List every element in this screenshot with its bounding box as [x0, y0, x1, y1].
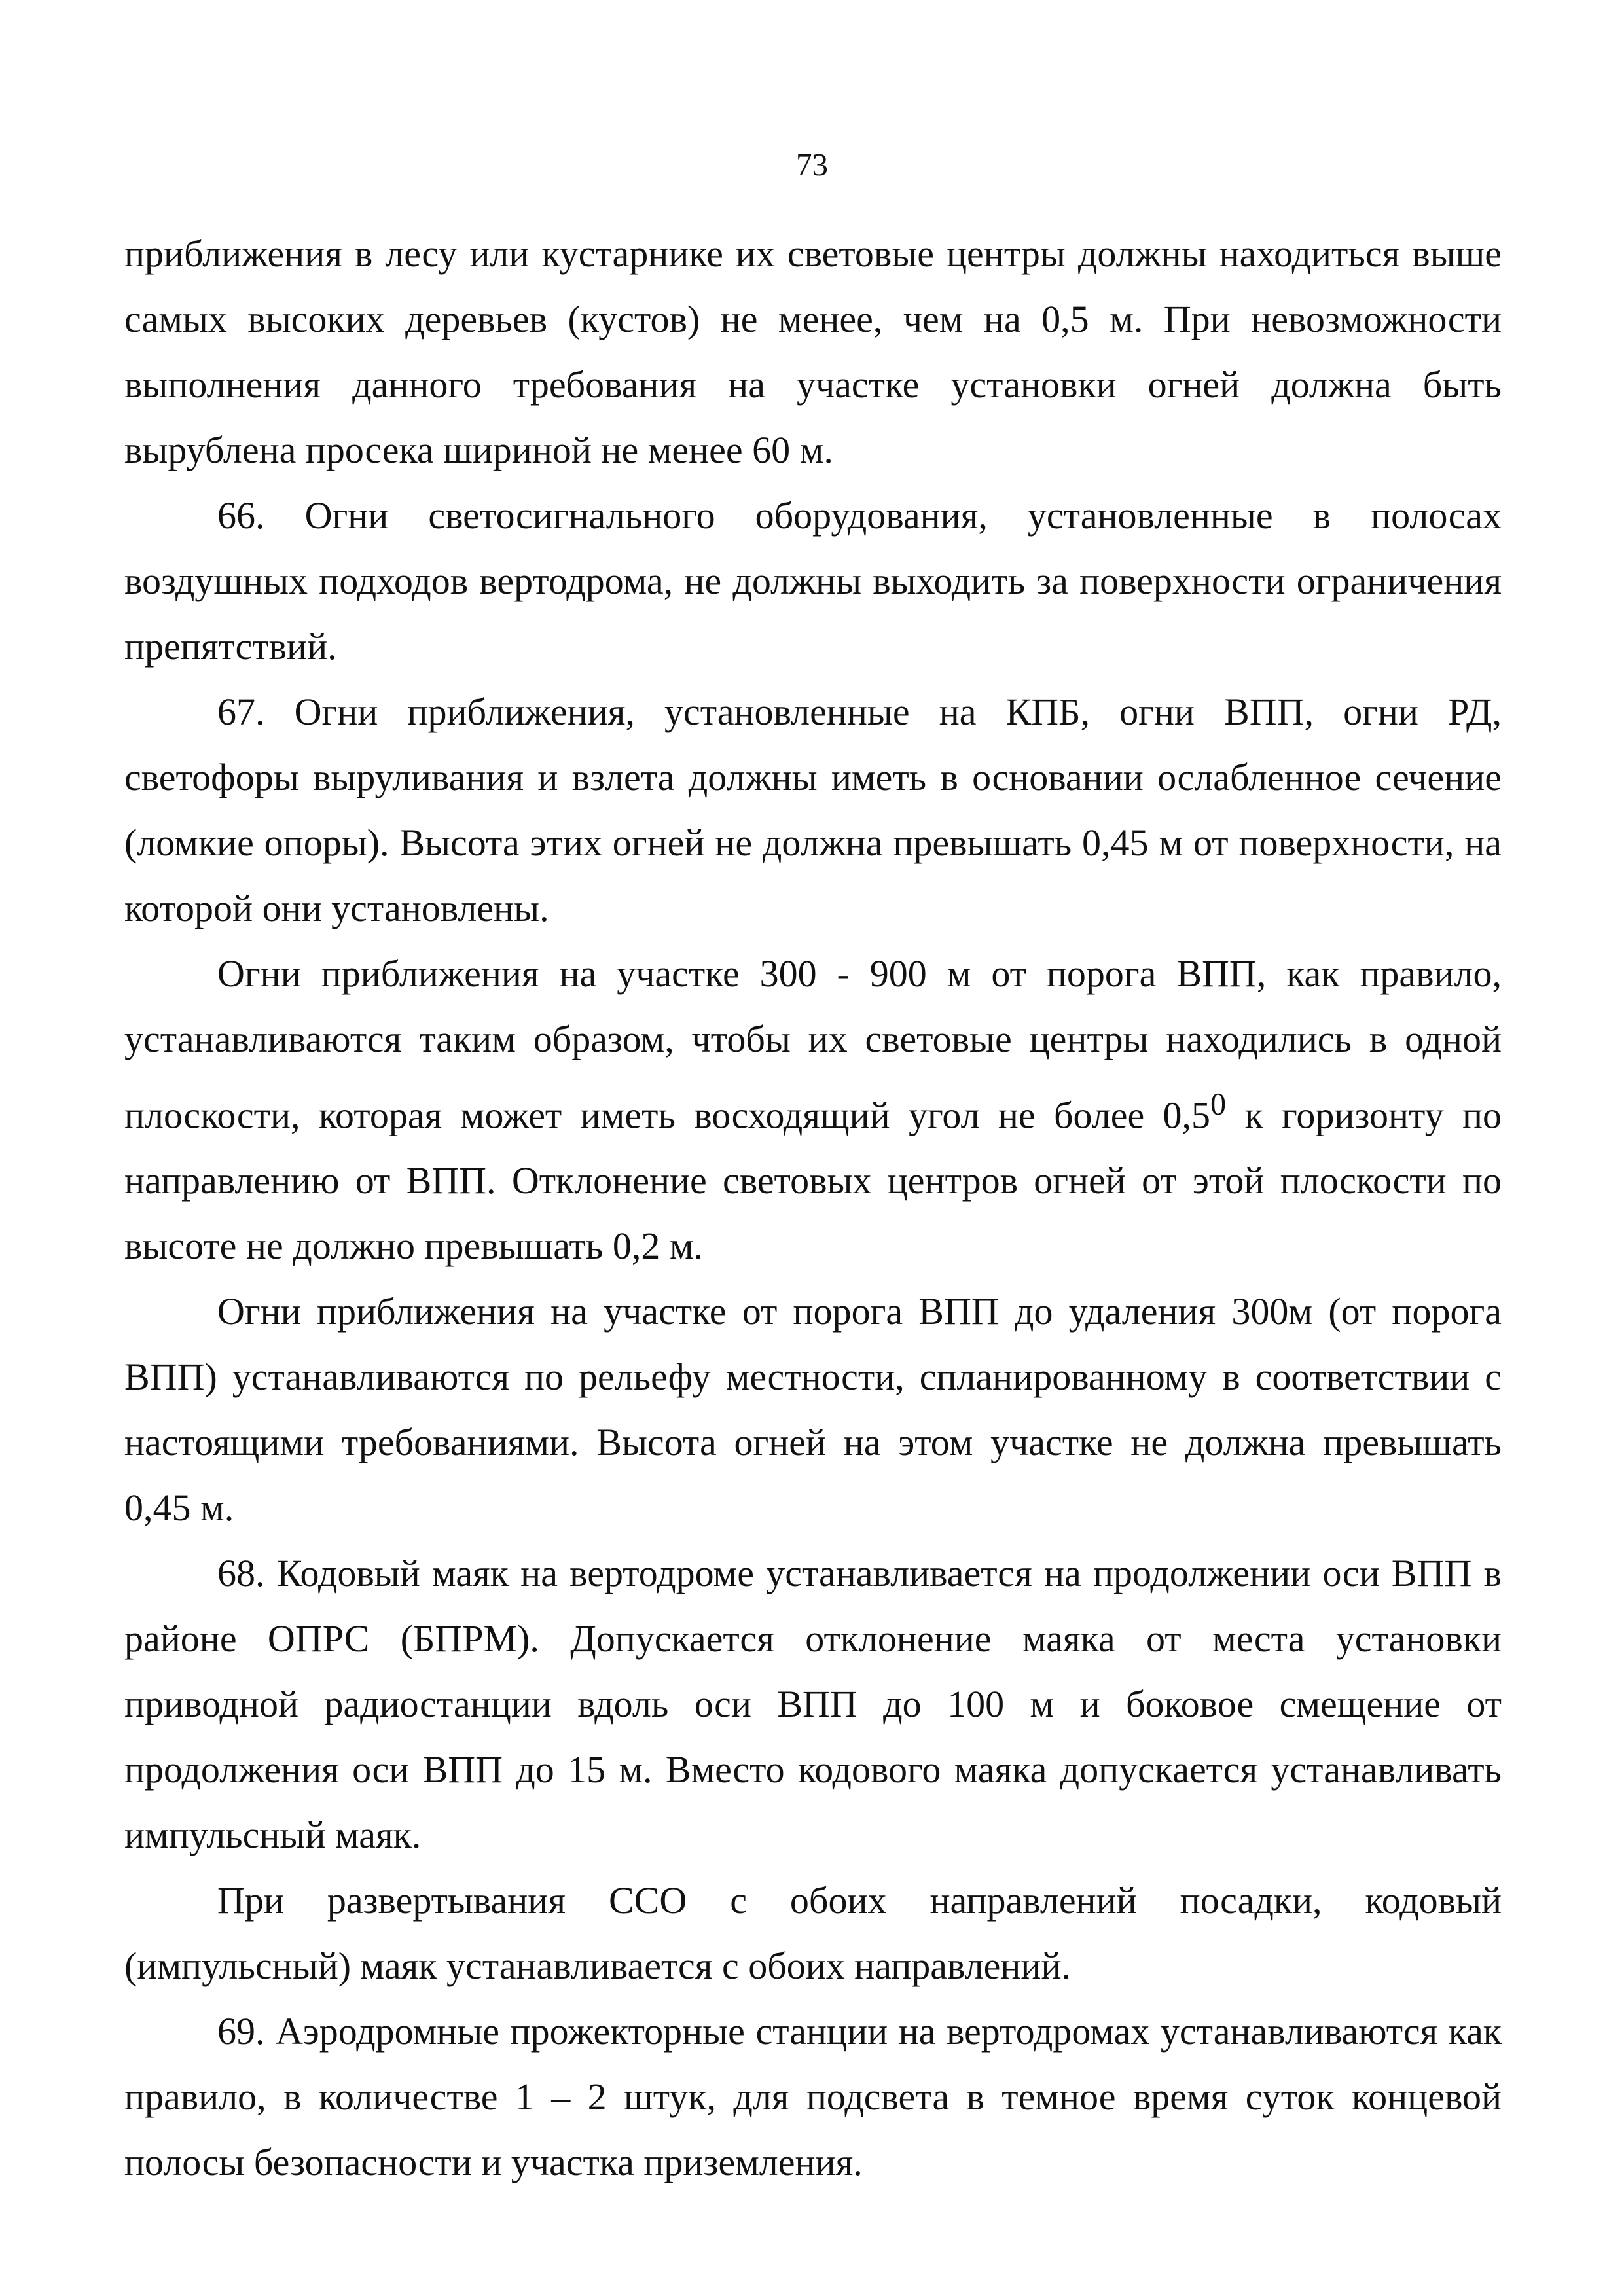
- paragraph-69: 69. Аэродромные прожекторные станции на вертодромах устанавливаются как правило, в количестве 1 – 2 штук, для подсвета в темное время суток концевой полосы безопасности и участка приземления.: [124, 2010, 1502, 2184]
- paragraph-approach-lights-300m: Огни приближения на участке от порога ВПП до удаления 300м (от порога ВПП) устанавливаются по рельефу местности, спланированному в соответствии с настоящими требованиями. Высота огней на этом участке не должна превышать 0,45 м.: [124, 1290, 1502, 1530]
- paragraph-67: 67. Огни приближения, установленные на КПБ, огни ВПП, огни РД, светофоры выруливания и взлета должны иметь в основании ослабленное сечение (ломкие опоры). Высота этих огней не должна превышать 0,45 м от поверхности, на которой они установлены.: [124, 691, 1502, 929]
- paragraph-66: 66. Огни светосигнального оборудования, установленные в полосах воздушных подходов вертодрома, не должны выходить за поверхности ограничения препятствий.: [124, 494, 1502, 668]
- paragraph-68: 68. Кодовый маяк на вертодроме устанавливается на продолжении оси ВПП в районе ОПРС (БПРМ). Допускается отклонение маяка от места установки приводной радиостанции вдоль оси ВПП до 100 м и боковое смещение от продолжения оси ВПП до 15 м. Вместо кодового маяка допускается устанавливать импульсный маяк.: [124, 1552, 1502, 1857]
- paragraph-code-beacon-directions: При развертывания ССО с обоих направлений посадки, кодовый (импульсный) маяк устанавливается с обоих направлений.: [124, 1879, 1502, 1988]
- paragraph-continuation: приближения в лесу или кустарнике их световые центры должны находиться выше самых высоких деревьев (кустов) не менее, чем на 0,5 м. При невозможности выполнения данного требования на участке установки огней должна быть вырублена просека шириной не менее 60 м.: [124, 232, 1502, 471]
- paragraph-approach-lights-300-900: [124, 941, 1502, 1279]
- superscript-degree: 0: [1210, 1087, 1227, 1122]
- document-body: [124, 221, 1502, 2195]
- paragraph-text-after: к горизонту по направлению от ВПП. Отклонение световых центров огней от этой плоскости по высоте не должно превышать 0,2 м.: [124, 1094, 1502, 1268]
- paragraph-text-before: Огни приближения на участке 300 - 900 м от порога ВПП, как правило, устанавливаются таким образом, чтобы их световые центры находились в одной плоскости, которая может иметь восходящий угол не более 0,5: [124, 952, 1502, 1137]
- page-number: 73: [796, 147, 828, 183]
